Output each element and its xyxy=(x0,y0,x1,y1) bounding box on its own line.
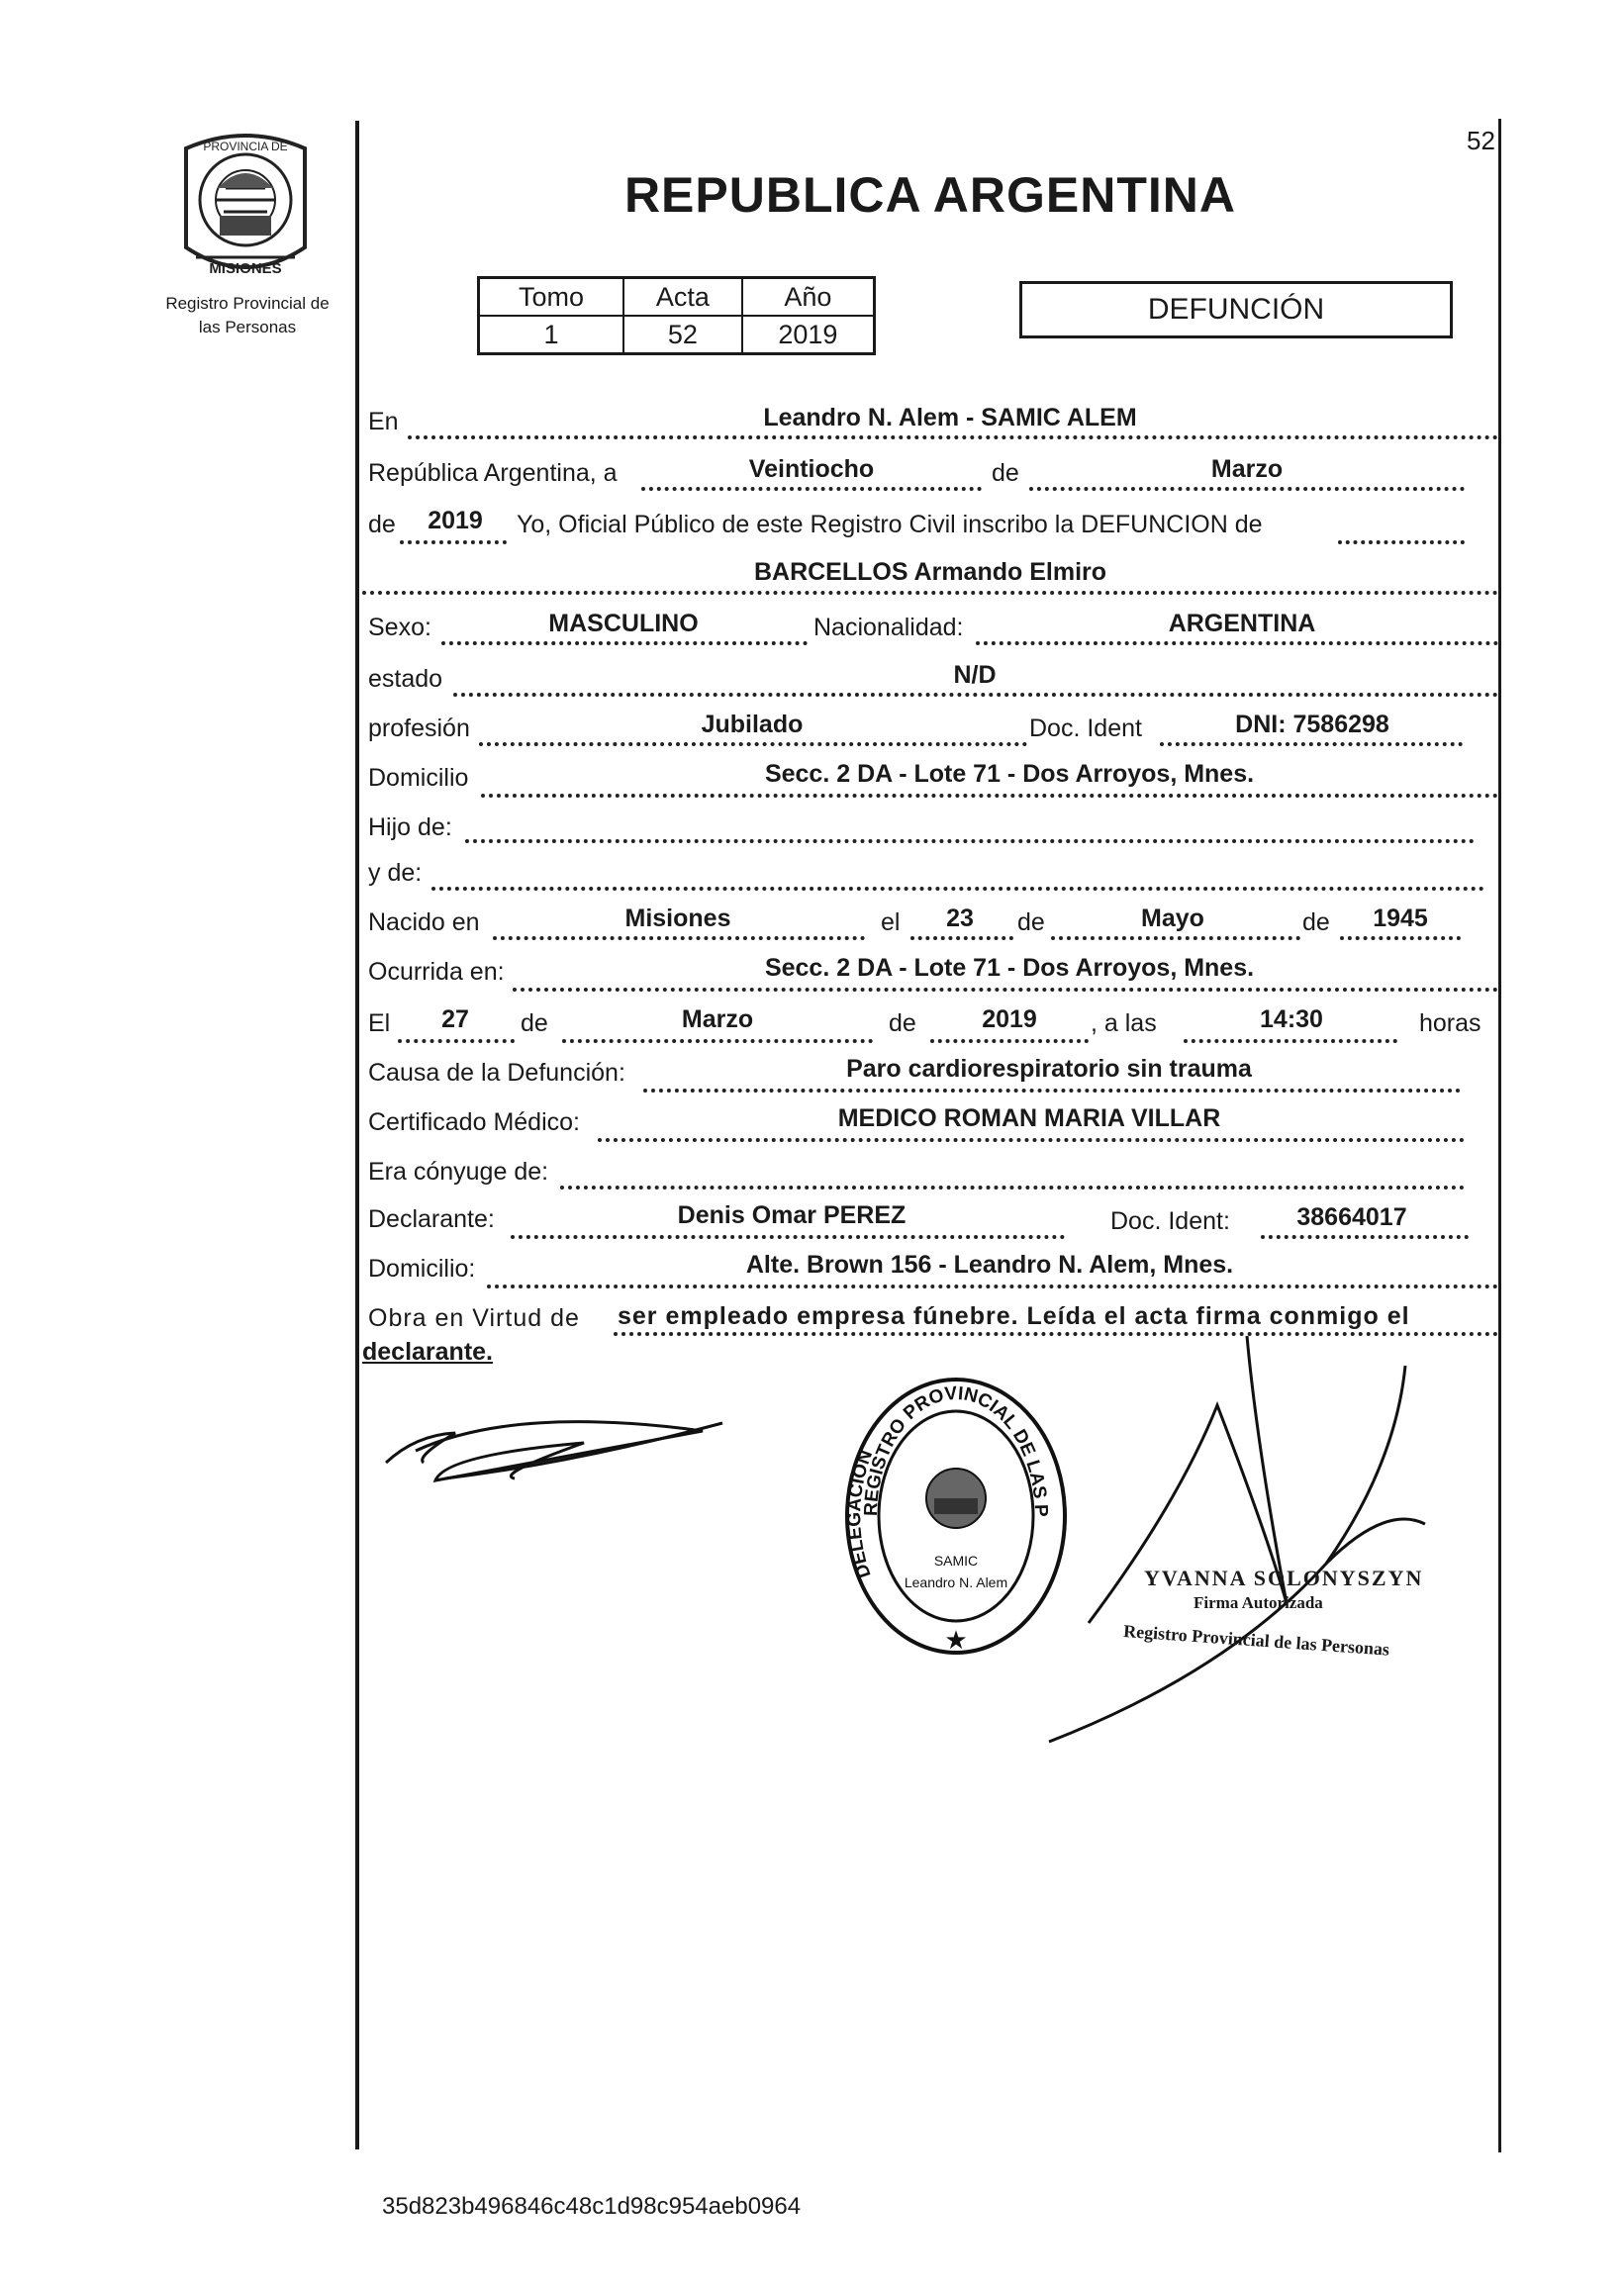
stamp-inner-text-right: Leandro N. Alem xyxy=(904,1574,1008,1590)
doc-ident-value: DNI: 7586298 xyxy=(1235,711,1389,738)
nacido-lugar-dotted-line xyxy=(493,936,865,940)
certificado-label: Certificado Médico: xyxy=(368,1108,580,1136)
domicilio-label: Domicilio xyxy=(368,764,469,792)
official-title: Firma Autorizada xyxy=(1194,1593,1323,1612)
official-name: YVANNA SOLONYSZYN xyxy=(1144,1566,1424,1590)
lugar-label: En xyxy=(368,408,399,435)
doc-ident-dotted-line xyxy=(1160,742,1463,746)
nacionalidad-value: ARGENTINA xyxy=(1168,610,1316,637)
seal-text-bottom: MISIONES xyxy=(209,260,282,277)
sexo-value: MASCULINO xyxy=(548,610,699,637)
right-frame-line xyxy=(1498,119,1501,2152)
registry-header-anio: Año xyxy=(742,278,875,317)
nacido-dia-dotted-line xyxy=(910,936,1013,940)
anio-dotted-line xyxy=(400,540,507,544)
nacido-de-anio-label: de xyxy=(1302,908,1330,936)
stamp-ring-text-top: REGISTRO PROVINCIAL DE LAS P xyxy=(860,1382,1052,1518)
official-signature xyxy=(1029,1326,1465,1752)
certificado-dotted-line xyxy=(598,1138,1465,1142)
registry-value-anio: 2019 xyxy=(742,316,875,354)
lugar-dotted-line xyxy=(408,435,1498,439)
declarante-doc-dotted-line xyxy=(1261,1235,1469,1239)
fallec-dia-value: 27 xyxy=(441,1005,469,1033)
mes-value: Marzo xyxy=(1210,455,1284,483)
estado-value: N/D xyxy=(953,661,997,689)
el-label: El xyxy=(368,1009,391,1037)
profesion-value: Jubilado xyxy=(701,711,804,738)
declarant-signature xyxy=(376,1395,772,1514)
declarante-label: Declarante: xyxy=(368,1205,495,1233)
de-label: de xyxy=(992,459,1019,487)
causa-dotted-line xyxy=(643,1089,1461,1093)
declarante-doc-label: Doc. Ident: xyxy=(1110,1207,1230,1235)
mes-dotted-line xyxy=(1029,487,1465,491)
declarante-domicilio-label: Domicilio: xyxy=(368,1255,476,1283)
lugar-value: Leandro N. Alem - SAMIC ALEM xyxy=(763,404,1137,431)
registry-value-acta: 52 xyxy=(623,316,742,354)
nacido-mes-value: Mayo xyxy=(1141,905,1204,932)
stamp-star-icon: ★ xyxy=(944,1625,968,1655)
declarante-domicilio-value: Alte. Brown 156 - Leandro N. Alem, Mnes. xyxy=(745,1251,1234,1279)
dia-value: Veintiocho xyxy=(748,455,875,483)
doc-ident-label: Doc. Ident xyxy=(1029,715,1142,742)
fallec-anio-dotted-line xyxy=(930,1039,1089,1043)
anio-value: 2019 xyxy=(428,507,483,534)
declarante-dotted-line xyxy=(511,1235,1065,1239)
nacido-label: Nacido en xyxy=(368,908,480,936)
sexo-label: Sexo: xyxy=(368,614,431,641)
causa-label: Causa de la Defunción: xyxy=(368,1059,625,1087)
hora-dotted-line xyxy=(1184,1039,1397,1043)
agency-name-line2: las Personas xyxy=(198,318,297,336)
conyuge-dotted-line xyxy=(560,1186,1465,1190)
nombre-value: BARCELLOS Armando Elmiro xyxy=(753,558,1107,586)
page-title: REPUBLICA ARGENTINA xyxy=(623,167,1237,223)
nacido-dia-value: 23 xyxy=(946,905,974,932)
inscripcion-dotted-line xyxy=(1338,540,1465,544)
ocurrida-dotted-line xyxy=(513,988,1498,992)
conyuge-label: Era cónyuge de: xyxy=(368,1158,549,1186)
profesion-label: profesión xyxy=(368,715,470,742)
nacionalidad-label: Nacionalidad: xyxy=(813,614,964,641)
a-las-label: , a las xyxy=(1091,1009,1157,1037)
stamp-ring-text-left: DELEGACION xyxy=(844,1447,878,1581)
registry-header-acta: Acta xyxy=(623,278,742,317)
registry-value-tomo: 1 xyxy=(479,316,623,354)
nacido-anio-value: 1945 xyxy=(1373,905,1428,932)
dia-dotted-line xyxy=(641,487,982,491)
nacido-el-label: el xyxy=(881,908,901,936)
ocurrida-label: Ocurrida en: xyxy=(368,958,505,986)
causa-value: Paro cardiorespiratorio sin trauma xyxy=(846,1055,1252,1083)
obra-value-continued: declarante. xyxy=(362,1338,494,1366)
fallec-dia-dotted-line xyxy=(398,1039,515,1043)
left-frame-line xyxy=(355,121,359,2149)
estado-dotted-line xyxy=(453,693,1498,697)
declarante-value: Denis Omar PEREZ xyxy=(677,1201,907,1229)
hora-value: 14:30 xyxy=(1260,1005,1323,1033)
declarante-domicilio-dotted-line xyxy=(487,1285,1498,1288)
nacido-anio-dotted-line xyxy=(1340,936,1461,940)
y-de-label: y de: xyxy=(368,859,423,887)
province-seal-logo xyxy=(176,129,315,283)
document-hash: 35d823b496846c48c1d98c954aeb0964 xyxy=(382,2193,802,2220)
nombre-dotted-line xyxy=(362,591,1498,595)
nacionalidad-dotted-line xyxy=(976,641,1498,645)
ocurrida-value: Secc. 2 DA - Lote 71 - Dos Arroyos, Mnes. xyxy=(764,954,1255,982)
nacido-mes-dotted-line xyxy=(1051,936,1300,940)
obra-label: Obra en Virtud de xyxy=(368,1304,580,1332)
inscripcion-text: Yo, Oficial Público de este Registro Civil inscribo la DEFUNCION de xyxy=(517,511,1263,538)
domicilio-dotted-line xyxy=(481,794,1498,798)
domicilio-value: Secc. 2 DA - Lote 71 - Dos Arroyos, Mnes. xyxy=(764,760,1255,788)
registry-value-row xyxy=(479,316,875,354)
fallec-de-mes-label: de xyxy=(521,1009,548,1037)
profesion-dotted-line xyxy=(479,742,1027,746)
agency-name-line1: Registro Provincial de xyxy=(165,294,330,313)
obra-value: ser empleado empresa fúnebre. Leída el acta firma conmigo el xyxy=(618,1302,1410,1330)
seal-text-top: PROVINCIA DE xyxy=(203,140,288,153)
fallec-mes-value: Marzo xyxy=(681,1005,754,1033)
declarante-doc-value: 38664017 xyxy=(1296,1203,1407,1231)
fallec-anio-value: 2019 xyxy=(982,1005,1037,1033)
hijo-de-label: Hijo de: xyxy=(368,813,452,841)
estado-label: estado xyxy=(368,665,443,693)
registry-header-tomo: Tomo xyxy=(479,278,623,317)
republica-label: República Argentina, a xyxy=(368,459,618,487)
certificado-value: MEDICO ROMAN MARIA VILLAR xyxy=(837,1104,1221,1132)
de-anio-label: de xyxy=(368,511,396,538)
nacido-lugar-value: Misiones xyxy=(624,905,731,932)
stamp-inner-text-left: SAMIC xyxy=(933,1553,979,1569)
fallec-de-anio-label: de xyxy=(889,1009,916,1037)
horas-label: horas xyxy=(1419,1009,1481,1037)
sexo-dotted-line xyxy=(441,641,808,645)
document-type-box: DEFUNCIÓN xyxy=(1019,281,1453,338)
fallec-mes-dotted-line xyxy=(562,1039,873,1043)
page-number: 52 xyxy=(1467,126,1495,155)
y-de-dotted-line xyxy=(431,887,1484,891)
registry-table xyxy=(477,276,876,355)
registry-header-row xyxy=(479,278,875,317)
official-office: Registro Provincial de las Personas xyxy=(1122,1621,1390,1660)
nacido-de-mes-label: de xyxy=(1017,908,1045,936)
hijo-de-dotted-line xyxy=(465,839,1475,843)
